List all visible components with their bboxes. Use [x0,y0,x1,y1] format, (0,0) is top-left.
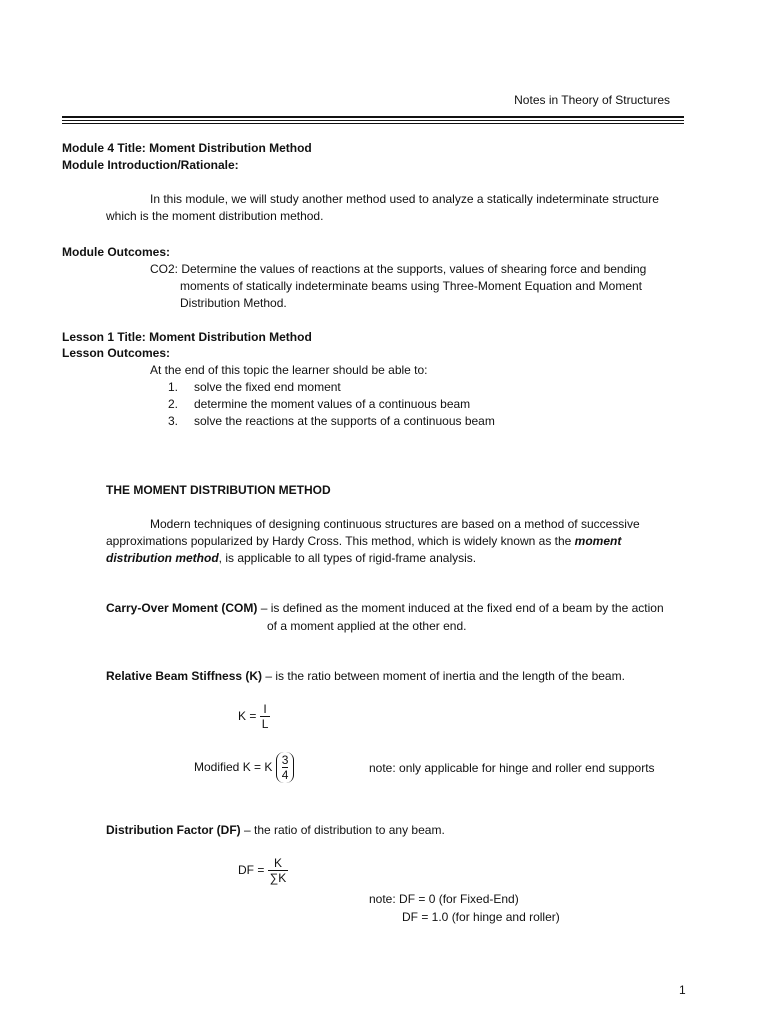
module-intro-line2: which is the moment distribution method. [106,209,324,223]
com-definition-line2: of a moment applied at the other end. [267,619,467,633]
module-intro-line1: In this module, we will study another method used to analyze a statically indeterminate structure [150,192,659,206]
df-fraction: $\frac{K}{\sum K}$ [269,856,287,885]
lesson-outcomes-heading: Lesson Outcomes: [62,346,171,360]
list-item: 3. solve the reactions at the supports of a continuous beam [168,414,495,428]
lesson-outcome-list [158,379,495,430]
stiffness-term: Relative Beam Stiffness (K) [106,669,263,683]
header-rule-mid [62,120,684,121]
list-item: 2. determine the moment values of a continuous beam [168,397,471,411]
com-definition-line1: Carry-Over Moment (COM) – is defined as the moment induced at the fixed end of a beam by the action [106,601,664,615]
stiffness-equation: K = $\frac{I}{L}$ [238,702,269,731]
df-term: Distribution Factor (DF) [106,823,241,837]
modified-k-equation: Modified K = K $\frac{3}{4}$ [194,752,294,783]
df-note-fixed: note: DF = 0 (for Fixed-End) [369,892,519,906]
lesson-title: Lesson 1 Title: Moment Distribution Method [62,330,312,344]
header-rule-thin [62,123,684,124]
stiffness-fraction: $\frac{I}{L}$ [261,702,269,731]
module-outcomes-heading: Module Outcomes: [62,245,171,259]
modified-k-fraction: $\frac{3}{4}$ [276,752,295,783]
section-para-line2: approximations popularized by Hardy Cross. This method, which is widely known as the moment [106,534,622,548]
section-para-line3: distribution method, is applicable to all types of rigid-frame analysis. [106,551,477,565]
module-intro-heading: Module Introduction/Rationale: [62,158,239,172]
stiffness-definition: Relative Beam Stiffness (K) – is the ratio between moment of inertia and the length of the beam. [106,669,625,683]
module-outcome-line2: moments of statically indeterminate beams using Three-Moment Equation and Moment [180,279,643,293]
lesson-intro: At the end of this topic the learner should be able to: [150,363,428,377]
df-definition: Distribution Factor (DF) – the ratio of distribution to any beam. [106,823,445,837]
page-number: 1 [679,983,686,997]
section-heading: THE MOMENT DISTRIBUTION METHOD [106,483,331,497]
df-note-hinge: DF = 1.0 (for hinge and roller) [402,910,560,924]
running-header: Notes in Theory of Structures [514,93,670,107]
module-outcome-line3: Distribution Method. [180,296,287,310]
module-title: Module 4 Title: Moment Distribution Method [62,141,312,155]
list-item: 1. solve the fixed end moment [168,380,341,394]
df-equation: DF = $\frac{K}{\sum K}$ [238,856,287,885]
header-rule-thick [62,116,684,118]
com-term: Carry-Over Moment (COM) [106,601,258,615]
modified-k-note: note: only applicable for hinge and roller end supports [369,761,655,775]
module-outcome-line1: CO2: Determine the values of reactions at the supports, values of shearing force and bending [150,262,647,276]
section-para-line1: Modern techniques of designing continuous structures are based on a method of successive [150,517,640,531]
